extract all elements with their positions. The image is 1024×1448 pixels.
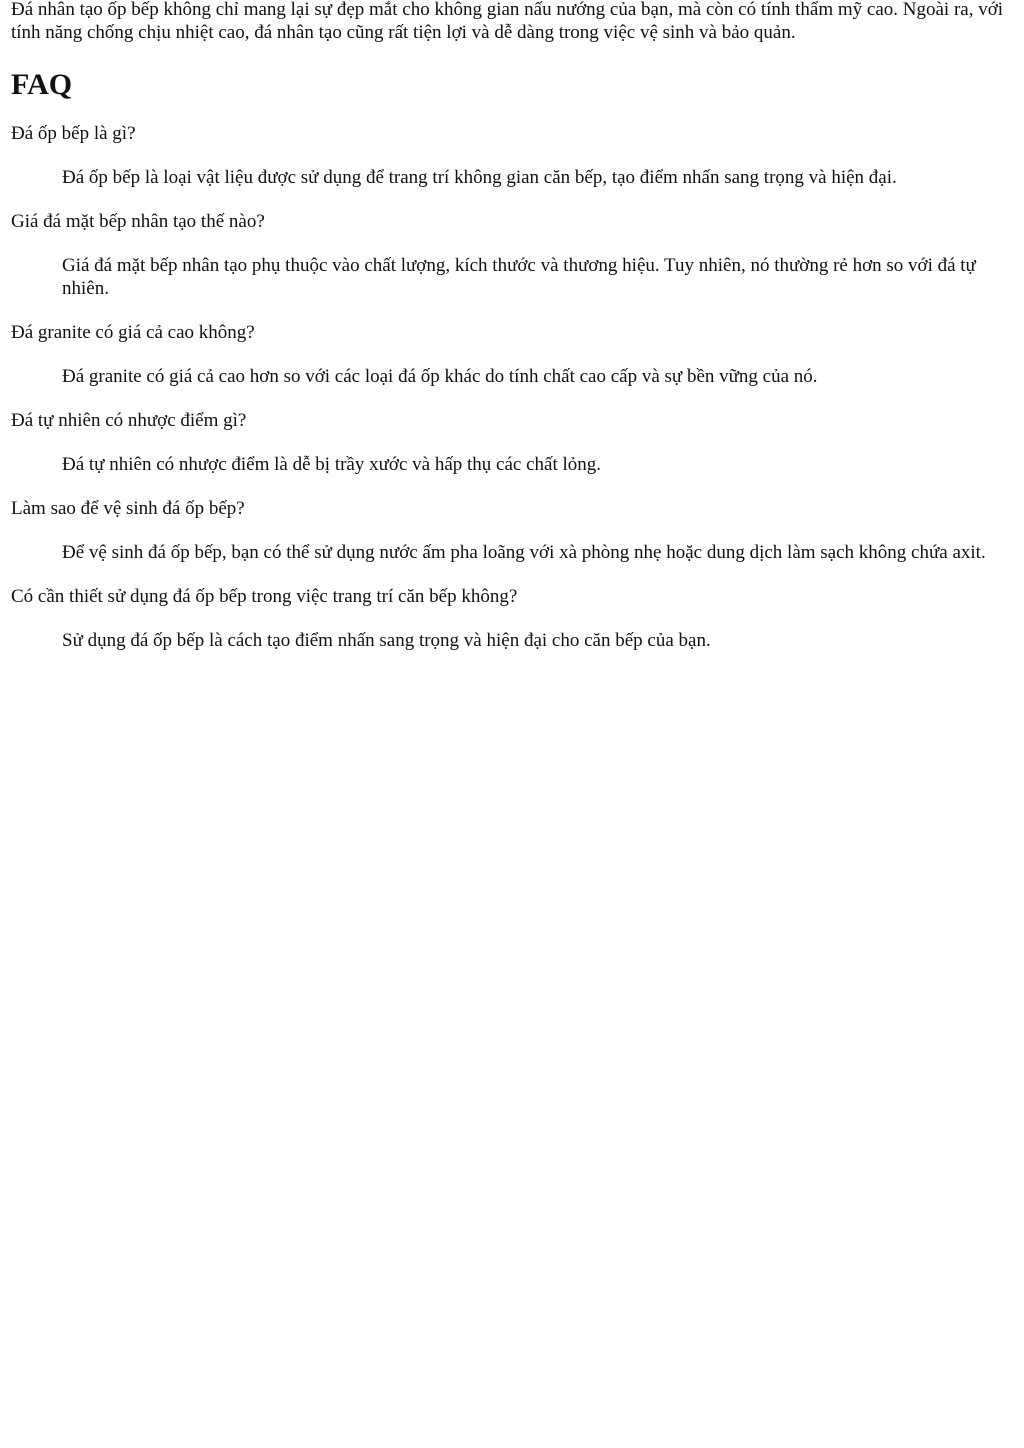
faq-heading: FAQ <box>11 68 73 101</box>
faq-list <box>11 122 1014 652</box>
faq-answer: Sử dụng đá ốp bếp là cách tạo điểm nhấn sang trọng và hiện đại cho căn bếp của bạn. <box>62 630 711 651</box>
faq-question: Có cần thiết sử dụng đá ốp bếp trong việc trang trí căn bếp không? <box>11 586 518 607</box>
faq-answer: Đá granite có giá cả cao hơn so với các loại đá ốp khác do tính chất cao cấp và sự bền vững của nó. <box>62 366 818 387</box>
faq-question: Đá granite có giá cả cao không? <box>11 322 255 343</box>
page-content <box>0 0 1024 652</box>
faq-answer: Để vệ sinh đá ốp bếp, bạn có thể sử dụng nước ấm pha loãng với xà phòng nhẹ hoặc dung dịch làm sạch không chứa axit. <box>62 542 986 563</box>
faq-question: Đá ốp bếp là gì? <box>11 123 136 144</box>
faq-question: Làm sao để vệ sinh đá ốp bếp? <box>11 498 245 519</box>
faq-answer: Giá đá mặt bếp nhân tạo phụ thuộc vào chất lượng, kích thước và thương hiệu. Tuy nhiên, nó thường rẻ hơn so với đá tự nhiên. <box>62 255 976 299</box>
faq-answer: Đá tự nhiên có nhược điểm là dễ bị trầy xước và hấp thụ các chất lỏng. <box>62 454 602 475</box>
faq-answer: Đá ốp bếp là loại vật liệu được sử dụng để trang trí không gian căn bếp, tạo điểm nhấn sang trọng và hiện đại. <box>62 167 897 188</box>
faq-question: Giá đá mặt bếp nhân tạo thế nào? <box>11 211 265 232</box>
intro-paragraph: Đá nhân tạo ốp bếp không chỉ mang lại sự đẹp mắt cho không gian nấu nướng của bạn, mà còn có tính thẩm mỹ cao. Ngoài ra, với tính năng chống chịu nhiệt cao, đá nhân tạo cũng rất tiện lợi và dễ dàng trong việc vệ sinh và bảo quản. <box>11 0 1004 43</box>
faq-question: Đá tự nhiên có nhược điểm gì? <box>11 410 247 431</box>
